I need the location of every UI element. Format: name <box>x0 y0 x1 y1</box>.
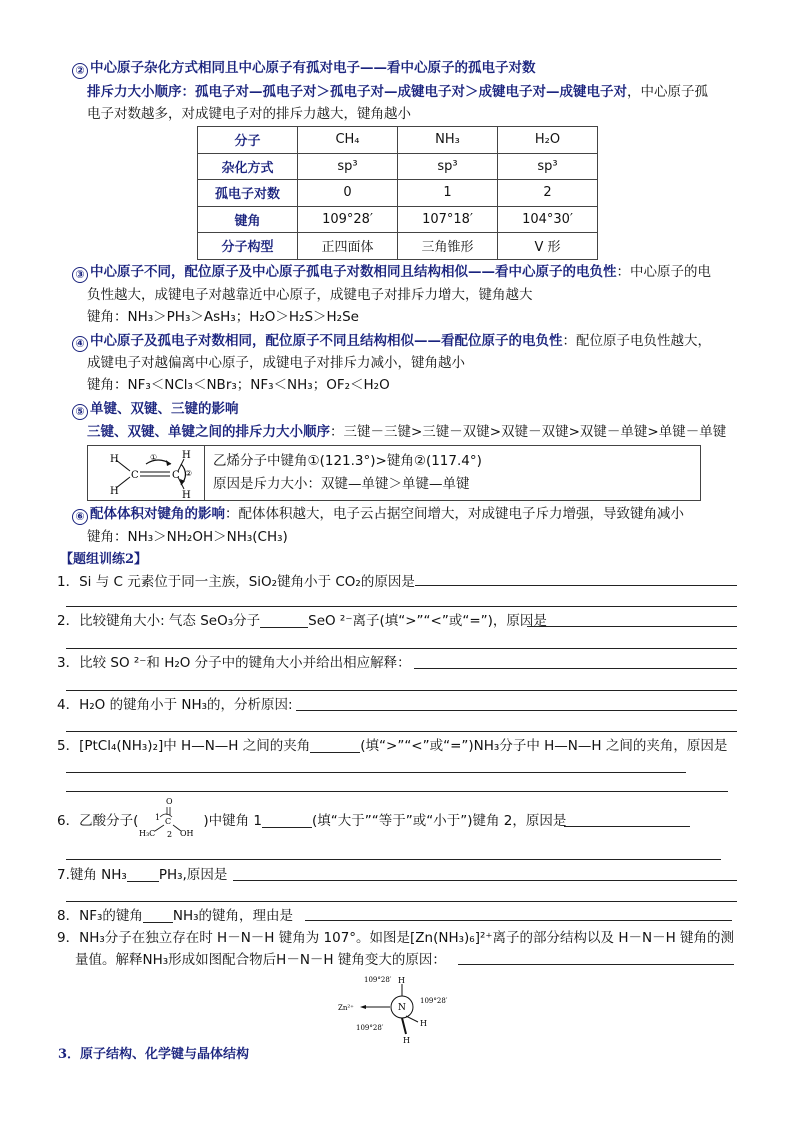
q4-answer-line2[interactable] <box>66 731 737 732</box>
bond-angle-table <box>197 126 598 260</box>
table-row <box>198 127 598 154</box>
q5-blank[interactable] <box>310 739 360 753</box>
table-row-label: 键角 <box>198 206 298 233</box>
table-cell: 0 <box>298 180 398 207</box>
acetic-acid-structure <box>133 795 201 839</box>
q8-blank[interactable] <box>143 909 173 923</box>
q9-line1: 9．NH₃分子在独立存在时 H－N－H 键角为 107°。如图是[Zn(NH₃)₆]²⁺离子的部分结构以及 H－N－H 键角的测 <box>57 930 735 946</box>
q1-answer-line2[interactable] <box>66 606 737 607</box>
q6-answer-line2[interactable] <box>66 859 721 860</box>
acetic-c: C <box>165 817 172 826</box>
q1: 1．Si 与 C 元素位于同一主族，SiO₂键角小于 CO₂的原因是 <box>57 574 415 590</box>
zn-angle1: 109°28′ <box>364 976 392 984</box>
ethylene-h1: H <box>110 454 119 465</box>
circled-number: ④ <box>72 336 88 352</box>
q5-part-a: 5．[PtCl₄(NH₃)₂]中 H—N—H 之间的夹角 <box>57 738 311 754</box>
acetic-ch3: H₃C <box>139 829 156 838</box>
section2-heading: 中心原子杂化方式相同且中心原子有孤对电子——看中心原子的孤电子对数 <box>90 60 536 76</box>
q8 <box>57 906 293 926</box>
section3-text2: 负性越大，成键电子对越靠近中心原子，成键电子对排斥力增大，键角越大 <box>87 287 533 303</box>
section6-example: 键角：NH₃＞NH₂OH＞NH₃(CH₃) <box>87 529 288 545</box>
section4-heading: 中心原子及孤电子对数相同，配位原子不同且结构相似——看配位原子的电负性 <box>90 333 563 349</box>
ethylene-h2: H <box>110 486 119 497</box>
zn-angle3: 109°28′ <box>356 1024 384 1032</box>
section2-order <box>87 82 708 102</box>
section3-text1: ：中心原子的电 <box>616 264 711 280</box>
ethylene-structure <box>88 446 205 500</box>
q5-part-b: (填“>”“<”或“=”)NH₃分子中 H—N—H 之间的夹角，原因是 <box>360 738 728 754</box>
q2-answer-line[interactable] <box>527 626 737 627</box>
ethylene-c2: C <box>172 470 180 481</box>
practice-title: 【题组训练2】 <box>60 552 148 567</box>
section2-order-label: 排斥力大小顺序：孤电子对—孤电子对＞孤电子对—成键电子对＞成键电子对—成键电子对 <box>87 84 627 100</box>
q3-answer-line[interactable] <box>414 668 737 669</box>
ethylene-line1: 乙烯分子中键角①(121.3°)>键角②(117.4°) <box>213 453 482 469</box>
q2 <box>57 611 547 631</box>
q3: 3．比较 SO ²⁻和 H₂O 分子中的键角大小并给出相应解释： <box>57 655 411 671</box>
q7 <box>57 865 227 885</box>
q2-blank[interactable] <box>260 614 308 628</box>
table-cell: 109°28′ <box>298 206 398 233</box>
zn-n: N <box>398 1003 406 1013</box>
ethylene-h4: H <box>182 490 191 500</box>
q7-answer-line[interactable] <box>233 880 737 881</box>
acetic-label2: 2 <box>167 830 173 839</box>
q6-answer-line[interactable] <box>564 826 690 827</box>
q7-part-a: 7.键角 NH₃ <box>57 867 127 883</box>
q9-answer-line[interactable] <box>458 964 734 965</box>
ethylene-angle2: ② <box>185 469 193 478</box>
table-row-label: 孤电子对数 <box>198 180 298 207</box>
table-cell: sp³ <box>298 153 398 180</box>
zn-complex-structure <box>334 970 464 1048</box>
ethylene-box <box>87 445 701 501</box>
acetic-label1: 1 <box>155 813 161 822</box>
ethylene-angle1: ① <box>150 453 158 462</box>
section2-order-tail: ，中心原子孤 <box>627 84 708 100</box>
ethylene-diagram <box>88 446 205 500</box>
q6-blank[interactable] <box>262 814 312 828</box>
acetic-oh: OH <box>180 829 194 838</box>
section5-order-text: ：三键－三键>三键－双键>双键－双键>双键－单键>单键－单键 <box>330 424 727 440</box>
q2-answer-line2[interactable] <box>66 648 737 649</box>
q5-answer-line2[interactable] <box>66 791 728 792</box>
table-cell: V 形 <box>498 233 598 260</box>
section6-text: ：配体体积越大，电子云占据空间增大，对成键电子斥力增强，导致键角减小 <box>225 506 684 522</box>
footer-heading: 3．原子结构、化学键与晶体结构 <box>58 1047 250 1062</box>
table-cell: 107°18′ <box>398 206 498 233</box>
table-cell: 1 <box>398 180 498 207</box>
table-row <box>198 206 598 233</box>
section3-heading: 中心原子不同，配位原子及中心原子孤电子对数相同且结构相似——看中心原子的电负性 <box>90 264 617 280</box>
section2-order-line2: 电子对数越多，对成键电子对的排斥力越大，键角越小 <box>87 106 411 122</box>
q2-part-a: 2．比较键角大小: 气态 SeO₃分子 <box>57 613 261 629</box>
section6-heading-row <box>72 504 684 525</box>
ethylene-line2: 原因是斥力大小：双键—单键＞单键—单键 <box>213 476 470 492</box>
section5-heading: 单键、双键、三键的影响 <box>90 401 239 417</box>
table-cell: NH₃ <box>398 127 498 154</box>
q6-part-b: )中键角 1 <box>203 813 263 829</box>
table-cell: 2 <box>498 180 598 207</box>
circled-number: ⑥ <box>72 509 88 525</box>
section3-heading-row <box>72 262 711 283</box>
zn-h-bottom: H <box>403 1036 410 1045</box>
acetic-o: O <box>166 797 173 806</box>
q5 <box>57 736 727 756</box>
table-row <box>198 180 598 207</box>
table-row-label: 分子 <box>198 127 298 154</box>
q1-answer-line[interactable] <box>415 585 737 586</box>
q3-answer-line2[interactable] <box>66 690 737 691</box>
section5-order-label: 三键、双键、单键之间的排斥力大小顺序 <box>87 424 330 440</box>
q7-part-b: PH₃,原因是 <box>158 867 228 883</box>
circled-number: ③ <box>72 267 88 283</box>
section4-example: 键角：NF₃＜NCl₃＜NBr₃；NF₃＜NH₃；OF₂＜H₂O <box>87 377 390 393</box>
q2-part-b: SeO ²⁻离子(填“>”“<”或“=”)，原因是 <box>308 613 547 629</box>
zn-h-top: H <box>398 976 405 985</box>
section3-example: 键角：NH₃＞PH₃＞AsH₃；H₂O＞H₂S＞H₂Se <box>87 309 359 325</box>
q8-answer-line[interactable] <box>305 920 732 921</box>
q9-line2: 量值。解释NH₃形成如图配合物后H－N－H 键角变大的原因： <box>75 952 446 968</box>
table-cell: sp³ <box>398 153 498 180</box>
section4-heading-row <box>72 331 711 352</box>
zn-angle2: 109°28′ <box>420 997 448 1005</box>
section2-heading-row <box>72 58 536 79</box>
section5-heading-row <box>72 399 239 420</box>
table-cell: 正四面体 <box>298 233 398 260</box>
table-cell: 三角锥形 <box>398 233 498 260</box>
section5-order <box>87 422 726 442</box>
section4-text1: ：配位原子电负性越大， <box>562 333 711 349</box>
ethylene-c1: C <box>131 470 139 481</box>
table-cell: CH₄ <box>298 127 398 154</box>
q4: 4．H₂O 的键角小于 NH₃的，分析原因: <box>57 697 293 713</box>
q6-part-c: (填“大于”“等于”或“小于”)键角 2，原因是 <box>312 813 567 829</box>
table-row <box>198 153 598 180</box>
table-row-label: 分子构型 <box>198 233 298 260</box>
circled-number: ② <box>72 63 88 79</box>
ethylene-h3: H <box>182 450 191 461</box>
section6-heading: 配体体积对键角的影响 <box>90 506 225 522</box>
table-cell: sp³ <box>498 153 598 180</box>
table-cell: 104°30′ <box>498 206 598 233</box>
q7-blank[interactable] <box>127 868 159 882</box>
table-row <box>198 233 598 260</box>
q4-answer-line[interactable] <box>296 710 737 711</box>
q8-part-b: NH₃的键角，理由是 <box>172 908 294 924</box>
q8-part-a: 8．NF₃的键角 <box>57 908 143 924</box>
q5-answer-line[interactable] <box>66 772 686 773</box>
section4-text2: 成键电子对越偏离中心原子，成键电子对排斥力减小，键角越小 <box>87 355 465 371</box>
table-row-label: 杂化方式 <box>198 153 298 180</box>
zn-h-right: H <box>420 1019 427 1028</box>
q7-answer-line2[interactable] <box>66 901 737 902</box>
table-cell: H₂O <box>498 127 598 154</box>
zn-ion: Zn²⁺ <box>338 1004 354 1012</box>
q6-part-a: 6．乙酸分子( <box>57 813 139 829</box>
circled-number: ⑤ <box>72 404 88 420</box>
